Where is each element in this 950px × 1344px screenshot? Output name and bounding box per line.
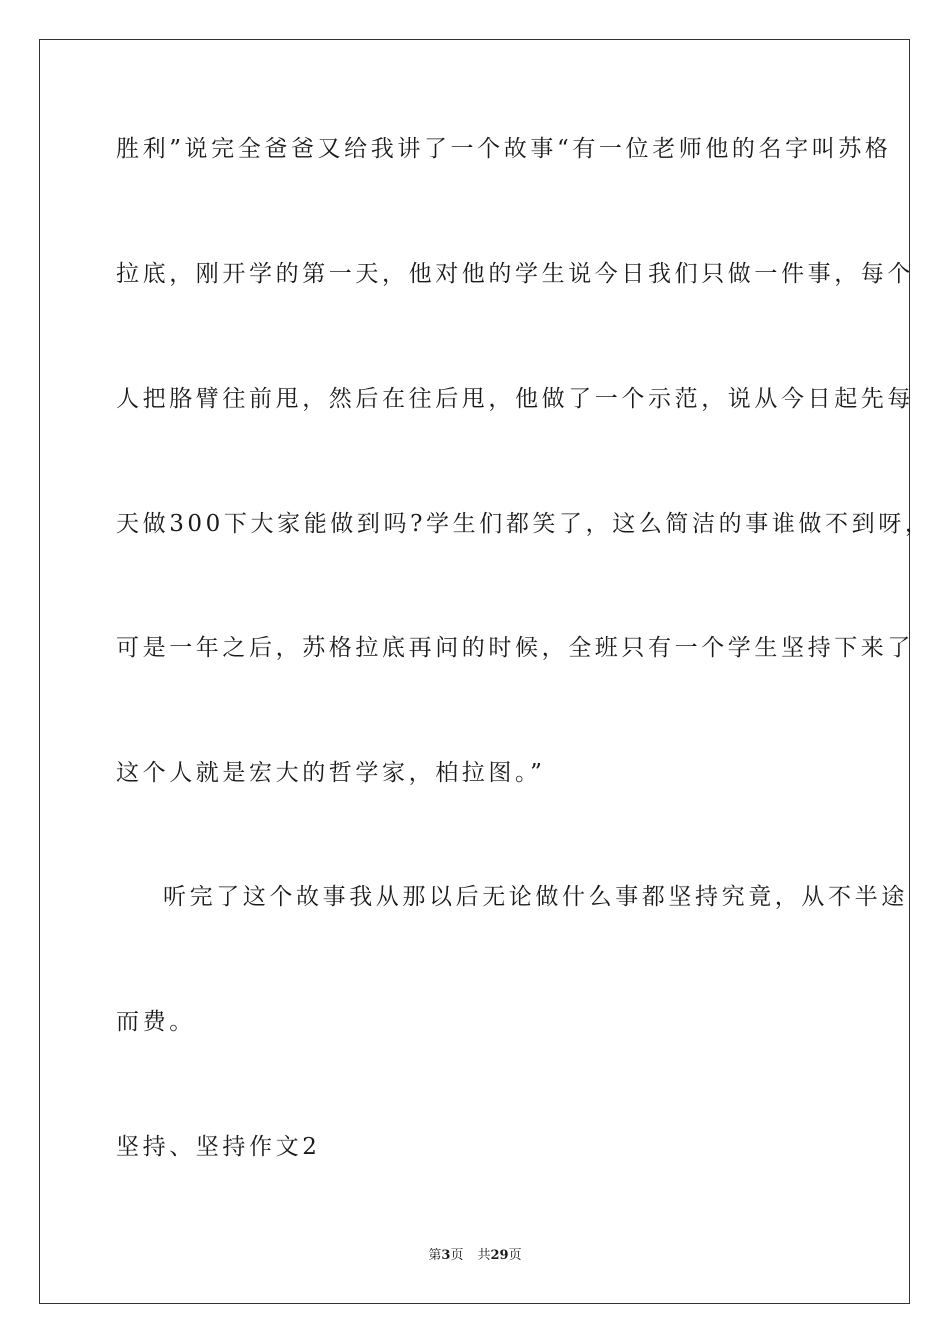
footer-page-suffix: 页 <box>450 1248 464 1263</box>
body-text-line-4: 天做300下大家能做到吗?学生们都笑了，这么简洁的事谁做不到呀， <box>116 511 932 537</box>
body-text-line-1: 胜利”说完全爸爸又给我讲了一个故事“有一位老师他的名字叫苏格 <box>116 136 892 162</box>
footer-total-prefix: 共 <box>477 1248 491 1263</box>
footer-page-total: 29 <box>490 1248 509 1263</box>
body-text-line-3: 人把胳臂往前甩，然后在往后甩，他做了一个示范，说从今日起先每 <box>116 386 914 412</box>
body-text-line-5: 可是一年之后，苏格拉底再问的时候，全班只有一个学生坚持下来了 <box>116 635 914 661</box>
body-text-line-6: 这个人就是宏大的哲学家，柏拉图。” <box>116 760 546 786</box>
body-text-line-2: 拉底，刚开学的第一天，他对他的学生说今日我们只做一件事，每个 <box>116 261 914 287</box>
footer-total-suffix: 页 <box>508 1248 522 1263</box>
paragraph-2-line-2: 而费。 <box>116 1009 196 1035</box>
paragraph-2-line-1: 听完了这个故事我从那以后无论做什么事都坚持究竟，从不半途 <box>163 884 908 910</box>
footer-page-current: 3 <box>441 1248 451 1263</box>
section-heading: 坚持、坚持作文2 <box>116 1134 321 1160</box>
page-border <box>39 39 932 1304</box>
footer-page-prefix: 第 <box>428 1248 442 1263</box>
page-footer <box>0 1247 950 1265</box>
